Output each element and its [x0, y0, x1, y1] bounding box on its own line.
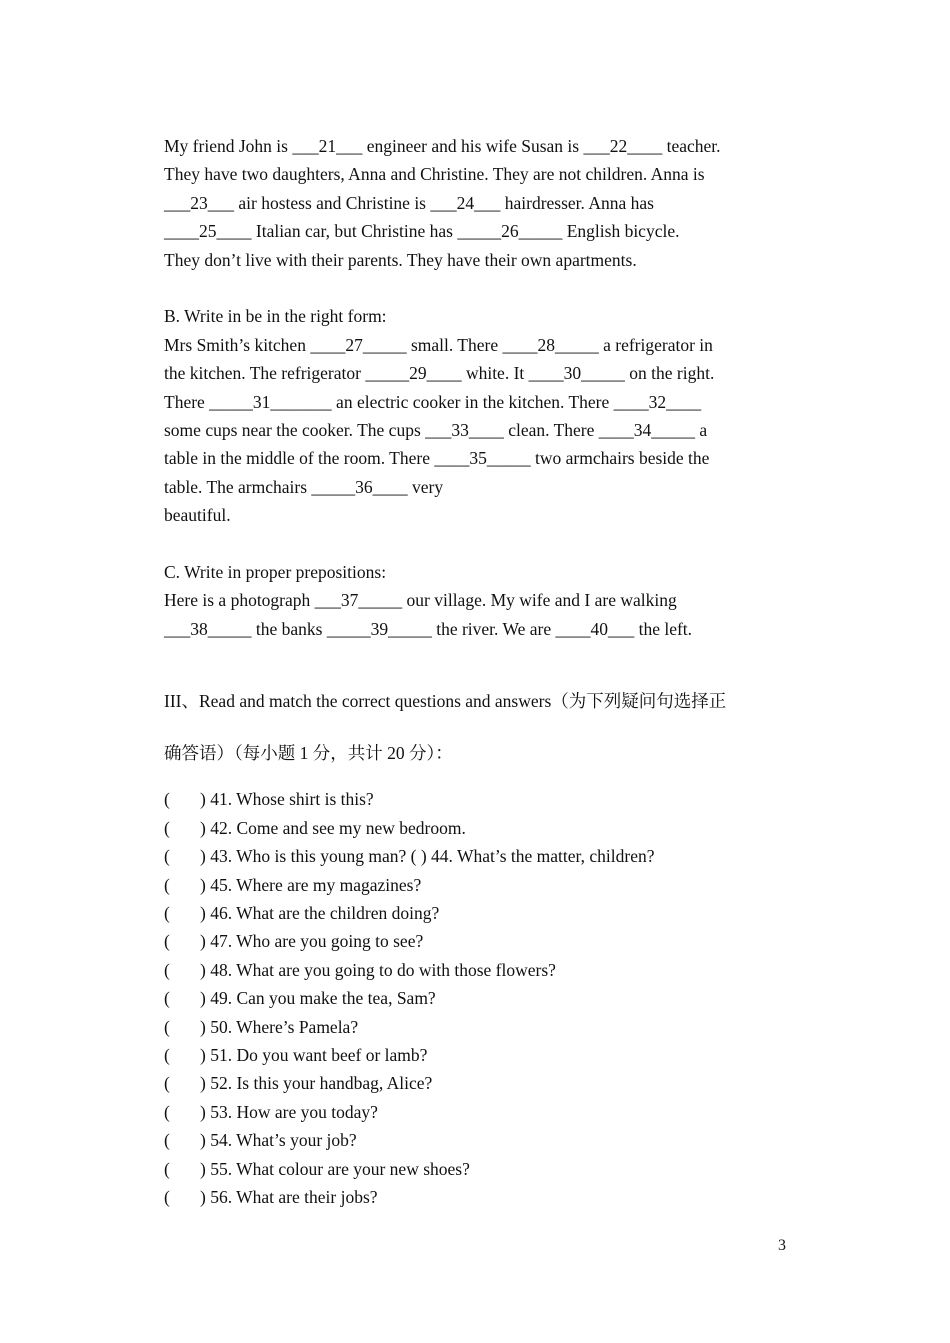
section-b-line: Mrs Smith’s kitchen ____27_____ small. There ____28_____ a refrigerator in [164, 334, 713, 355]
passage-a-line: They have two daughters, Anna and Christine. They are not children. Anna is [164, 164, 705, 185]
question-item [164, 1183, 804, 1211]
section-b-title: B. Write in be in the right form: [164, 306, 387, 327]
answer-blank[interactable]: ( [164, 817, 170, 838]
section-b-line: There _____31_______ an electric cooker in the kitchen. There ____32____ [164, 391, 702, 412]
question-text: ) 41. Whose shirt is this? [200, 789, 374, 810]
answer-blank[interactable]: ( [164, 1016, 170, 1037]
question-text: ) 50. Where’s Pamela? [200, 1016, 359, 1037]
section-b-line: beautiful. [164, 505, 231, 526]
question-item [164, 1069, 804, 1097]
question-list [164, 785, 804, 1211]
page-number: 3 [778, 1237, 786, 1254]
question-item [164, 871, 804, 899]
answer-blank[interactable]: ( [164, 1073, 170, 1094]
answer-blank[interactable]: ( [164, 846, 170, 867]
question-text: ) 56. What are their jobs? [200, 1186, 378, 1207]
answer-blank[interactable]: ( [164, 1158, 170, 1179]
answer-blank[interactable]: ( [164, 874, 170, 895]
spacer [164, 274, 804, 302]
question-text: ) 49. Can you make the tea, Sam? [200, 988, 436, 1009]
section-iii-heading: III、Read and match the correct questions and answers（为下列疑问句选择正 [164, 691, 727, 712]
section-iii [164, 687, 804, 1211]
question-text: ) 55. What colour are your new shoes? [200, 1158, 470, 1179]
passage-a [164, 132, 804, 274]
question-item [164, 1126, 804, 1154]
answer-blank[interactable]: ( [164, 959, 170, 980]
section-c-line: ___38_____ the banks _____39_____ the river. We are ____40___ the left. [164, 618, 693, 639]
passage-a-line: My friend John is ___21___ engineer and his wife Susan is ___22____ teacher. [164, 136, 721, 156]
question-item [164, 899, 804, 927]
question-item [164, 1013, 804, 1041]
question-text: ) 52. Is this your handbag, Alice? [200, 1073, 433, 1094]
question-text: ) 47. Who are you going to see? [200, 931, 424, 952]
answer-blank[interactable]: ( [164, 1130, 170, 1151]
section-c-line: Here is a photograph ___37_____ our village. My wife and I are walking [164, 590, 677, 611]
passage-a-line: ____25____ Italian car, but Christine has _____26_____ English bicycle. [164, 221, 680, 242]
answer-blank[interactable]: ( [164, 789, 170, 810]
document-page [164, 132, 804, 1211]
question-text: ) 53. How are you today? [200, 1101, 378, 1122]
question-item [164, 1098, 804, 1126]
passage-a-line: They don’t live with their parents. They have their own apartments. [164, 249, 637, 270]
question-item [164, 927, 804, 955]
answer-blank[interactable]: ( [164, 931, 170, 952]
answer-blank[interactable]: ( [164, 1101, 170, 1122]
answer-blank[interactable]: ( [164, 1186, 170, 1207]
answer-blank[interactable]: ( [164, 988, 170, 1009]
section-b-line: table in the middle of the room. There ____35_____ two armchairs beside the [164, 448, 710, 469]
section-b-line: table. The armchairs _____36____ very [164, 476, 444, 497]
question-item [164, 842, 804, 870]
question-text: ) 48. What are you going to do with those flowers? [200, 959, 556, 980]
question-item [164, 1041, 804, 1069]
section-c-title: C. Write in proper prepositions: [164, 562, 387, 583]
question-item [164, 956, 804, 984]
question-item [164, 814, 804, 842]
section-b-line: some cups near the cooker. The cups ___33____ clean. There ____34_____ a [164, 420, 708, 441]
question-item [164, 1155, 804, 1183]
spacer [164, 530, 804, 558]
section-iii-heading-cont: 确答语）（每小题 1 分，共计 20 分）： [164, 743, 453, 764]
question-item [164, 984, 804, 1012]
question-text: ) 46. What are the children doing? [200, 902, 440, 923]
section-c [164, 558, 804, 643]
passage-a-line: ___23___ air hostess and Christine is ___24___ hairdresser. Anna has [164, 192, 654, 213]
section-b [164, 302, 804, 529]
question-item [164, 785, 804, 813]
answer-blank[interactable]: ( [164, 1044, 170, 1065]
answer-blank[interactable]: ( [164, 902, 170, 923]
question-text: ) 42. Come and see my new bedroom. [200, 817, 466, 838]
question-text: ) 51. Do you want beef or lamb? [200, 1044, 428, 1065]
question-text: ) 54. What’s your job? [200, 1130, 357, 1151]
question-text: ) 45. Where are my magazines? [200, 874, 422, 895]
question-text: ) 43. Who is this young man? ( ) 44. What’s the matter, children? [200, 846, 655, 867]
section-b-line: the kitchen. The refrigerator _____29____ white. It ____30_____ on the right. [164, 363, 715, 384]
